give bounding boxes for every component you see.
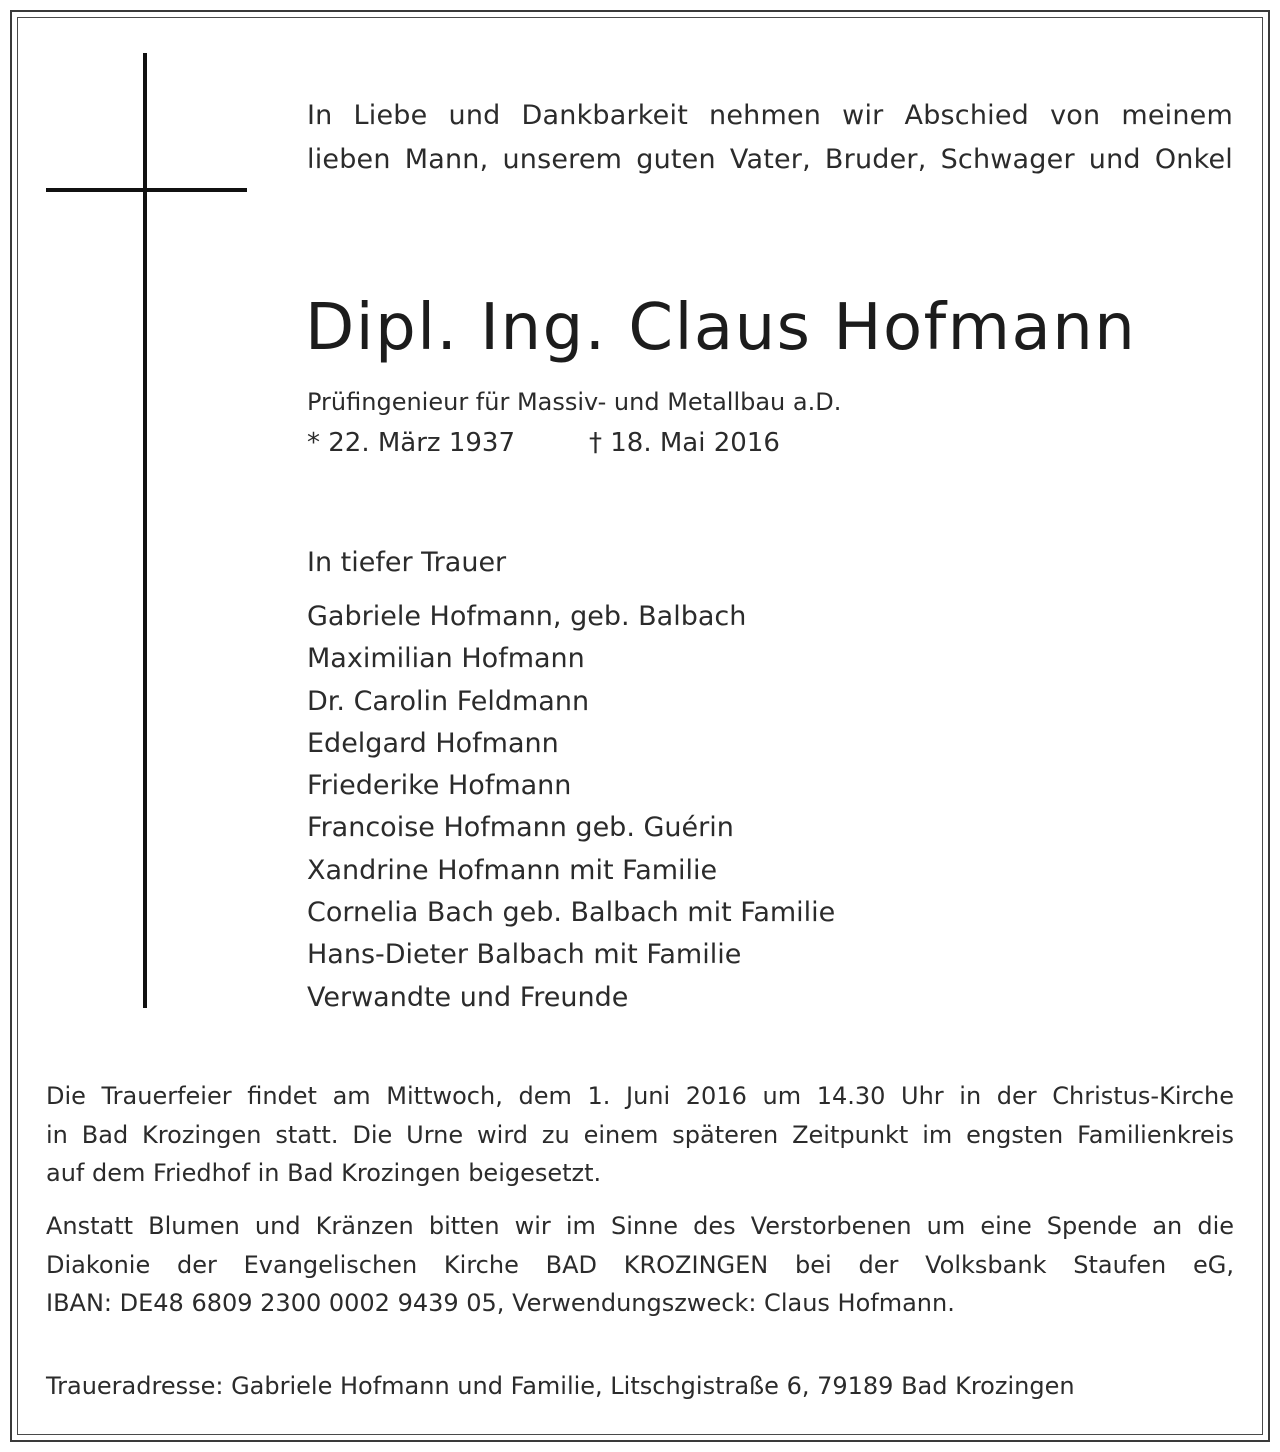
mourner-name: Hans-Dieter Balbach mit Familie	[307, 939, 742, 971]
life-dates	[307, 424, 780, 462]
cross-icon-vertical-bar	[143, 53, 147, 1008]
donation-line: Anstatt Blumen und Kränzen bitten wir im Sinne des Verstorbenen um eine Spende an die	[46, 1212, 1234, 1240]
birth-date: * 22. März 1937	[307, 428, 516, 458]
intro-text	[307, 94, 1233, 182]
cross-icon-horizontal-bar	[46, 188, 247, 192]
intro-line: lieben Mann, unserem guten Vater, Bruder, Schwager und Onkel	[307, 144, 1233, 175]
mourner-name: Maximilian Hofmann	[307, 643, 585, 675]
ceremony-line: in Bad Krozingen statt. Die Urne wird zu einem späteren Zeitpunkt im engsten Familienkreis	[46, 1120, 1234, 1149]
mourner-name: Francoise Hofmann geb. Guérin	[307, 812, 734, 844]
intro-line: In Liebe und Dankbarkeit nehmen wir Abschied von meinem	[307, 100, 1233, 131]
mourner-name: Cornelia Bach geb. Balbach mit Familie	[307, 897, 836, 929]
mourner-name: Friederike Hofmann	[307, 770, 572, 802]
ceremony-line: auf dem Friedhof in Bad Krozingen beigesetzt.	[46, 1159, 602, 1187]
donation-paragraph	[46, 1207, 1234, 1323]
mourner-name: Xandrine Hofmann mit Familie	[307, 854, 718, 886]
ceremony-line: Die Trauerfeier findet am Mittwoch, dem 1. Juni 2016 um 14.30 Uhr in der Christus-Kirche	[46, 1082, 1234, 1110]
deceased-name: Dipl. Ing. Claus Hofmann	[305, 291, 1137, 365]
mourner-name: Gabriele Hofmann, geb. Balbach	[307, 601, 747, 632]
donation-line: IBAN: DE48 6809 2300 0002 9439 05, Verwendungszweck: Claus Hofmann.	[46, 1289, 955, 1317]
mourner-name: Dr. Carolin Feldmann	[307, 685, 590, 717]
death-date: † 18. Mai 2016	[589, 428, 780, 458]
mourners-list	[307, 596, 835, 1019]
mourning-address: Traueradresse: Gabriele Hofmann und Familie, Litschgistraße 6, 79189 Bad Krozingen	[46, 1372, 1075, 1400]
mourner-name: Edelgard Hofmann	[307, 727, 559, 759]
deceased-profession: Prüfingenieur für Massiv- und Metallbau a.D.	[307, 388, 842, 416]
donation-line: Diakonie der Evangelischen Kirche BAD KROZINGEN bei der Volksbank Staufen eG,	[46, 1250, 1234, 1279]
mourning-heading: In tiefer Trauer	[307, 547, 507, 578]
mourner-name: Verwandte und Freunde	[307, 981, 629, 1013]
ceremony-paragraph	[46, 1077, 1234, 1193]
